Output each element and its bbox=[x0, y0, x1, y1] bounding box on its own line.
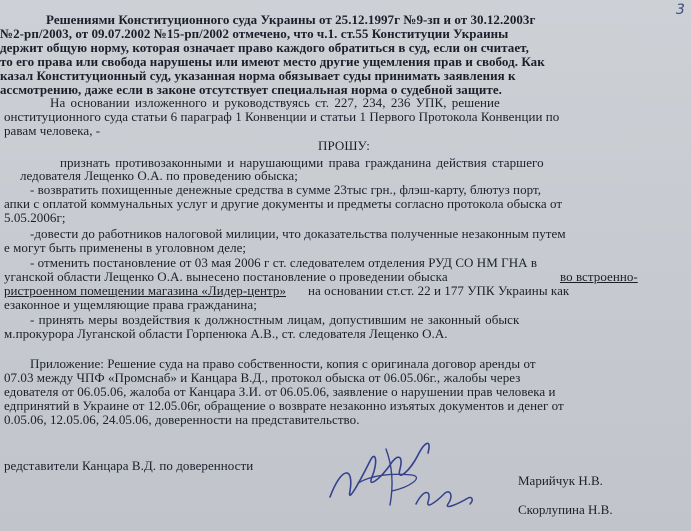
request-4-underlined-1: во встроенно- bbox=[560, 269, 638, 284]
request-4-line-2: уганской области Лещенко О.А. вынесено постановление о проведении обыска bbox=[4, 269, 448, 284]
basis-line-2: онституционного суда статьи 6 параграф 1 Конвенции и статьи 1 Первого Протокола Конвенции по bbox=[4, 109, 560, 124]
request-2-line-2: апки с оплатой коммунальных услуг и другие документы и предметы согласно протокола обыска от bbox=[4, 196, 563, 211]
representatives-label: редставители Канцара В.Д. по доверенности bbox=[4, 458, 254, 473]
signature-1-icon bbox=[320, 425, 450, 525]
decision-line-5: казал Конституционный суд, указанная норма обязывает суды принимать заявления к bbox=[0, 68, 516, 83]
request-2-line-3: 5.05.2006г; bbox=[4, 210, 66, 225]
page-number: 3 bbox=[676, 2, 685, 18]
basis-line-1: На основании изложенного и руководствуясь ст. 227, 234, 236 УПК, решение bbox=[50, 95, 500, 110]
signature-2-icon bbox=[410, 478, 480, 518]
request-4-underlined-2: ристроенном помещении магазина «Лидер-центр» bbox=[4, 283, 287, 298]
request-5-line-1: - принять меры воздействия к должностным лицам, допустившим не законный обыск bbox=[30, 312, 520, 327]
decision-line-3: держит общую норму, которая означает право каждого обратиться в суд, если он считает, bbox=[0, 40, 529, 55]
request-4-line-1: - отменить постановление от 03 мая 2006 г ст. следователем отделения РУД СО НМ ГНА в bbox=[30, 255, 538, 270]
request-1-line-2: ледователя Лещенко О.А. по проведению обыска; bbox=[20, 168, 298, 183]
decision-line-1: Решениями Конституционного суда Украины от 25.12.1997г №9-зп и от 30.12.2003г bbox=[46, 12, 536, 27]
attachment-line-3: едователя от 06.05.06, жалоба от Канцара З.И. от 06.05.06, заявление о нарушении прав человека и bbox=[4, 384, 556, 399]
signatory-name-1: Марийчук Н.В. bbox=[518, 473, 603, 488]
basis-line-3: равам человека, - bbox=[4, 123, 101, 138]
request-2-line-1: - возвратить похищенные денежные средства в сумме 23тыс грн., флэш-карту, блютуз порт, bbox=[30, 182, 542, 197]
decision-line-6: ассмотрению, даже если в законе отсутствует специальная норма о судебной защите. bbox=[0, 82, 502, 97]
request-5-line-2: м.прокурора Луганской области Горпенюка А.В., ст. следователя Лещенко О.А. bbox=[4, 326, 448, 341]
request-4-line-4: езаконное и ущемляющие права гражданина; bbox=[4, 297, 257, 312]
decision-line-4: то его права или свобода нарушены или имеют место другие ущемления прав и свобод. Как bbox=[0, 54, 545, 69]
request-4-line-3: на основании ст.ст. 22 и 177 УПК Украины как bbox=[308, 283, 570, 298]
request-3-line-2: е могут быть применены в уголовном деле; bbox=[4, 240, 247, 255]
decision-line-2: №2-рп/2003, от 09.07.2002 №15-рп/2002 отмечено, что ч.1. ст.55 Конституции Украины bbox=[0, 26, 509, 41]
request-3-line-1: -довести до работников налоговой милиции, что доказательства полученные незаконным путем bbox=[30, 226, 566, 241]
signatory-name-2: Скорлупина Н.В. bbox=[518, 502, 613, 517]
attachment-line-4: едпринятий в Украине от 12.05.06г, обращение о возврате незаконно изъятых документов и денег от bbox=[4, 398, 564, 413]
attachment-line-1: Приложение: Решение суда на право собственности, копия с оригинала договор аренды от bbox=[30, 356, 536, 371]
attachment-line-5: 0.05.06, 12.05.06, 24.05.06, доверенности на представительство. bbox=[4, 412, 360, 427]
request-1-line-1: признать противозаконными и нарушающими права гражданина действия старшего bbox=[60, 155, 544, 170]
request-heading: ПРОШУ: bbox=[318, 138, 370, 153]
attachment-line-2: 07.03 между ЧПФ «Промснаб» и Канцара В.Д., протокол обыска от 06.05.06г., жалобы через bbox=[4, 370, 521, 385]
